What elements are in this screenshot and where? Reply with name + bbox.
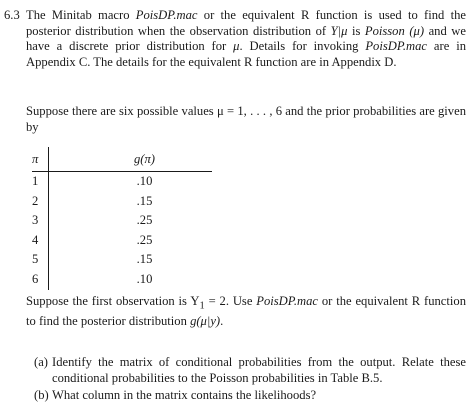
- prior-table: [32, 147, 212, 290]
- g-cell: .10: [136, 271, 153, 286]
- g-cell: .25: [136, 232, 153, 247]
- question-part-a: [34, 355, 466, 386]
- g-cell: .25: [136, 213, 153, 228]
- part-text: Identify the matrix of conditional probabilities from the output. Relate these conditional probabilities to the Poisson probabilities in Table B.5.: [52, 355, 466, 385]
- question-part-b: [34, 388, 466, 404]
- macro-name: PoisDP.mac: [135, 8, 198, 22]
- table-row: [32, 231, 212, 251]
- pi-cell: 2: [32, 192, 49, 212]
- table-row: [32, 250, 212, 270]
- table-header-row: [32, 147, 212, 172]
- pi-cell: 5: [32, 250, 49, 270]
- pi-header: π: [32, 147, 49, 172]
- pi-cell: 3: [32, 211, 49, 231]
- part-label: (b): [34, 388, 49, 402]
- table-row: [32, 172, 212, 192]
- table-row: [32, 192, 212, 212]
- exercise-intro-paragraph: The Minitab macro PoisDP.mac or the equivalent R function is used to find the posterior distribution when the observation distribution of Y|μ is Poisson (μ) and we have a discrete prior distribution for μ. Details for invoking PoisDP.mac are in Appendix C. The details for the equivalent R function are in Appendix D.: [26, 8, 467, 69]
- macro-name: PoisDP.mac: [365, 39, 428, 53]
- observation-paragraph: Suppose the first observation is $Y_1 = 2$. Use PoisDP.mac or the equivalent R function to find the posterior distribution g(μ|y).: [26, 294, 466, 329]
- g-cell: .15: [136, 193, 153, 208]
- part-label: (a): [34, 355, 48, 369]
- g-cell: .15: [136, 252, 153, 267]
- pi-cell: 4: [32, 231, 49, 251]
- pi-cell: 6: [32, 270, 49, 290]
- table-row: [32, 270, 212, 290]
- g-cell: .10: [136, 174, 153, 188]
- part-text: What column in the matrix contains the likelihoods?: [52, 388, 317, 402]
- exercise-number: 6.3: [4, 8, 20, 22]
- macro-name: PoisDP.mac: [256, 294, 318, 308]
- prior-paragraph: Suppose there are six possible values μ = 1, . . . , 6 and the prior probabilities are given by: [26, 104, 466, 134]
- g-header: g(π): [134, 152, 155, 166]
- pi-cell: 1: [32, 172, 49, 192]
- table-row: [32, 211, 212, 231]
